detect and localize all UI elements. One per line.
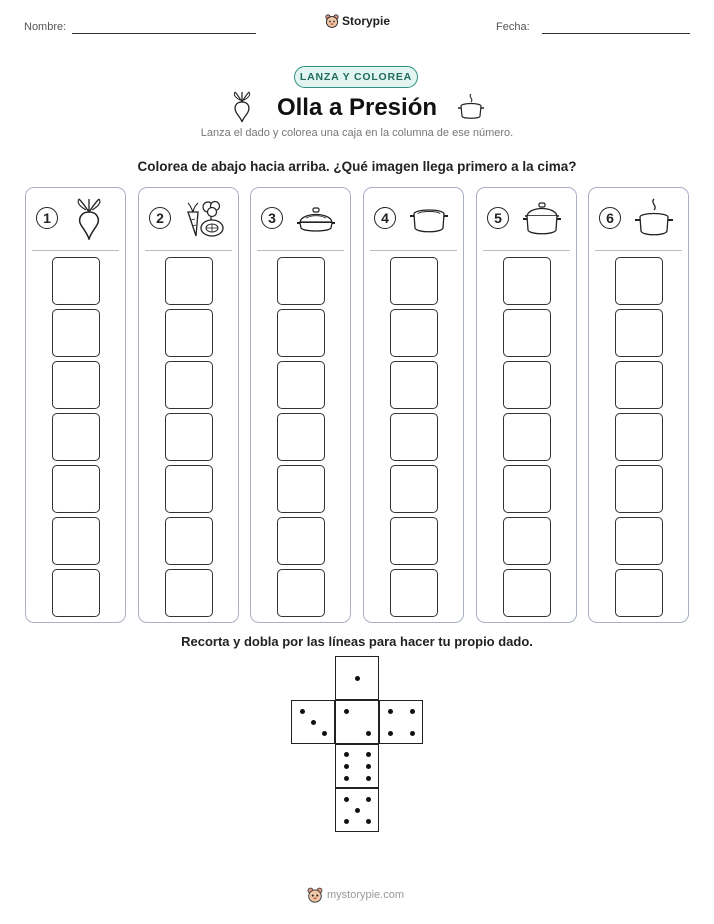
name-line: [72, 33, 256, 34]
column-divider: [32, 250, 119, 251]
color-box[interactable]: [277, 413, 325, 461]
color-box[interactable]: [615, 361, 663, 409]
color-box[interactable]: [503, 309, 551, 357]
color-box[interactable]: [165, 413, 213, 461]
page-title: Olla a Presión: [276, 94, 438, 121]
column-header: [477, 188, 576, 250]
steaming-pot-icon: [456, 92, 486, 122]
color-box[interactable]: [165, 517, 213, 565]
die-face-2: [335, 700, 379, 744]
color-box[interactable]: [390, 309, 438, 357]
column-divider: [483, 250, 570, 251]
column-header: [589, 188, 688, 250]
footer: [307, 884, 407, 906]
column-3: [250, 187, 351, 623]
date-label: Fecha:: [496, 21, 530, 33]
pip: [344, 776, 349, 781]
color-box[interactable]: [277, 309, 325, 357]
column-number: 6: [599, 207, 621, 229]
color-box[interactable]: [277, 569, 325, 617]
column-divider: [595, 250, 682, 251]
storypie-mascot-icon: [307, 886, 323, 904]
column-4: [363, 187, 464, 623]
pip: [366, 797, 371, 802]
pot-with-lid-icon: [522, 198, 562, 240]
column-header: [139, 188, 238, 250]
pip: [311, 720, 316, 725]
color-box[interactable]: [52, 413, 100, 461]
brand-logo: [325, 13, 390, 29]
column-number: 1: [36, 207, 58, 229]
color-box[interactable]: [52, 257, 100, 305]
date-line: [542, 33, 690, 34]
pip: [366, 819, 371, 824]
die-face-6: [335, 744, 379, 788]
color-box[interactable]: [615, 465, 663, 513]
color-box[interactable]: [390, 465, 438, 513]
beet-icon: [71, 198, 107, 240]
column-number: 5: [487, 207, 509, 229]
column-2: [138, 187, 239, 623]
color-box[interactable]: [615, 309, 663, 357]
color-box[interactable]: [615, 517, 663, 565]
color-box[interactable]: [390, 569, 438, 617]
column-6: [588, 187, 689, 623]
column-divider: [370, 250, 457, 251]
die-face-1: [335, 656, 379, 700]
pip: [388, 709, 393, 714]
color-box[interactable]: [277, 257, 325, 305]
column-header: [364, 188, 463, 250]
color-box[interactable]: [503, 517, 551, 565]
pip: [366, 776, 371, 781]
color-box[interactable]: [503, 361, 551, 409]
name-label: Nombre:: [24, 21, 67, 33]
activity-badge: LANZA Y COLOREA: [294, 66, 418, 88]
color-box[interactable]: [165, 257, 213, 305]
color-box[interactable]: [165, 569, 213, 617]
color-box[interactable]: [390, 257, 438, 305]
color-box[interactable]: [165, 465, 213, 513]
color-box[interactable]: [277, 517, 325, 565]
color-box[interactable]: [503, 465, 551, 513]
die-face-5: [335, 788, 379, 832]
column-header: [251, 188, 350, 250]
color-box[interactable]: [52, 465, 100, 513]
die-face-4: [379, 700, 423, 744]
color-box[interactable]: [390, 361, 438, 409]
page-subtitle: Lanza el dado y colorea una caja en la columna de ese número.: [200, 127, 514, 139]
pip: [344, 764, 349, 769]
color-box[interactable]: [52, 569, 100, 617]
color-box[interactable]: [390, 517, 438, 565]
pip: [344, 819, 349, 824]
pip: [344, 709, 349, 714]
die-face-3: [291, 700, 335, 744]
color-box[interactable]: [52, 361, 100, 409]
brand-name: Storypie: [342, 14, 391, 28]
footer-url[interactable]: mystorypie.com: [327, 889, 405, 901]
color-box[interactable]: [52, 517, 100, 565]
color-box[interactable]: [277, 465, 325, 513]
pip: [366, 731, 371, 736]
column-number: 4: [374, 207, 396, 229]
pip: [410, 709, 415, 714]
color-box[interactable]: [390, 413, 438, 461]
color-box[interactable]: [615, 569, 663, 617]
color-box[interactable]: [615, 257, 663, 305]
steaming-pot-icon: [634, 198, 674, 242]
color-box[interactable]: [503, 569, 551, 617]
pot-lid-icon: [296, 198, 336, 240]
color-box[interactable]: [52, 309, 100, 357]
column-number: 2: [149, 207, 171, 229]
color-box[interactable]: [165, 361, 213, 409]
die-net: [290, 656, 424, 834]
column-divider: [145, 250, 232, 251]
column-header: [26, 188, 125, 250]
pip: [355, 808, 360, 813]
column-divider: [257, 250, 344, 251]
die-caption: Recorta y dobla por las líneas para hacer tu propio dado.: [181, 634, 533, 649]
instruction-text: Colorea de abajo hacia arriba. ¿Qué imagen llega primero a la cima?: [137, 159, 577, 174]
pip: [355, 676, 360, 681]
pip: [366, 764, 371, 769]
color-box[interactable]: [503, 257, 551, 305]
pip: [388, 731, 393, 736]
color-box[interactable]: [503, 413, 551, 461]
column-5: [476, 187, 577, 623]
vegetables-icon: [184, 198, 226, 240]
pip: [410, 731, 415, 736]
color-box[interactable]: [165, 309, 213, 357]
pot-with-soup-icon: [409, 198, 449, 240]
storypie-mascot-icon: [325, 13, 339, 29]
column-1: [25, 187, 126, 623]
pip: [300, 709, 305, 714]
pip: [322, 731, 327, 736]
color-box[interactable]: [615, 413, 663, 461]
pip: [344, 752, 349, 757]
color-box[interactable]: [277, 361, 325, 409]
column-number: 3: [261, 207, 283, 229]
pip: [344, 797, 349, 802]
pip: [366, 752, 371, 757]
